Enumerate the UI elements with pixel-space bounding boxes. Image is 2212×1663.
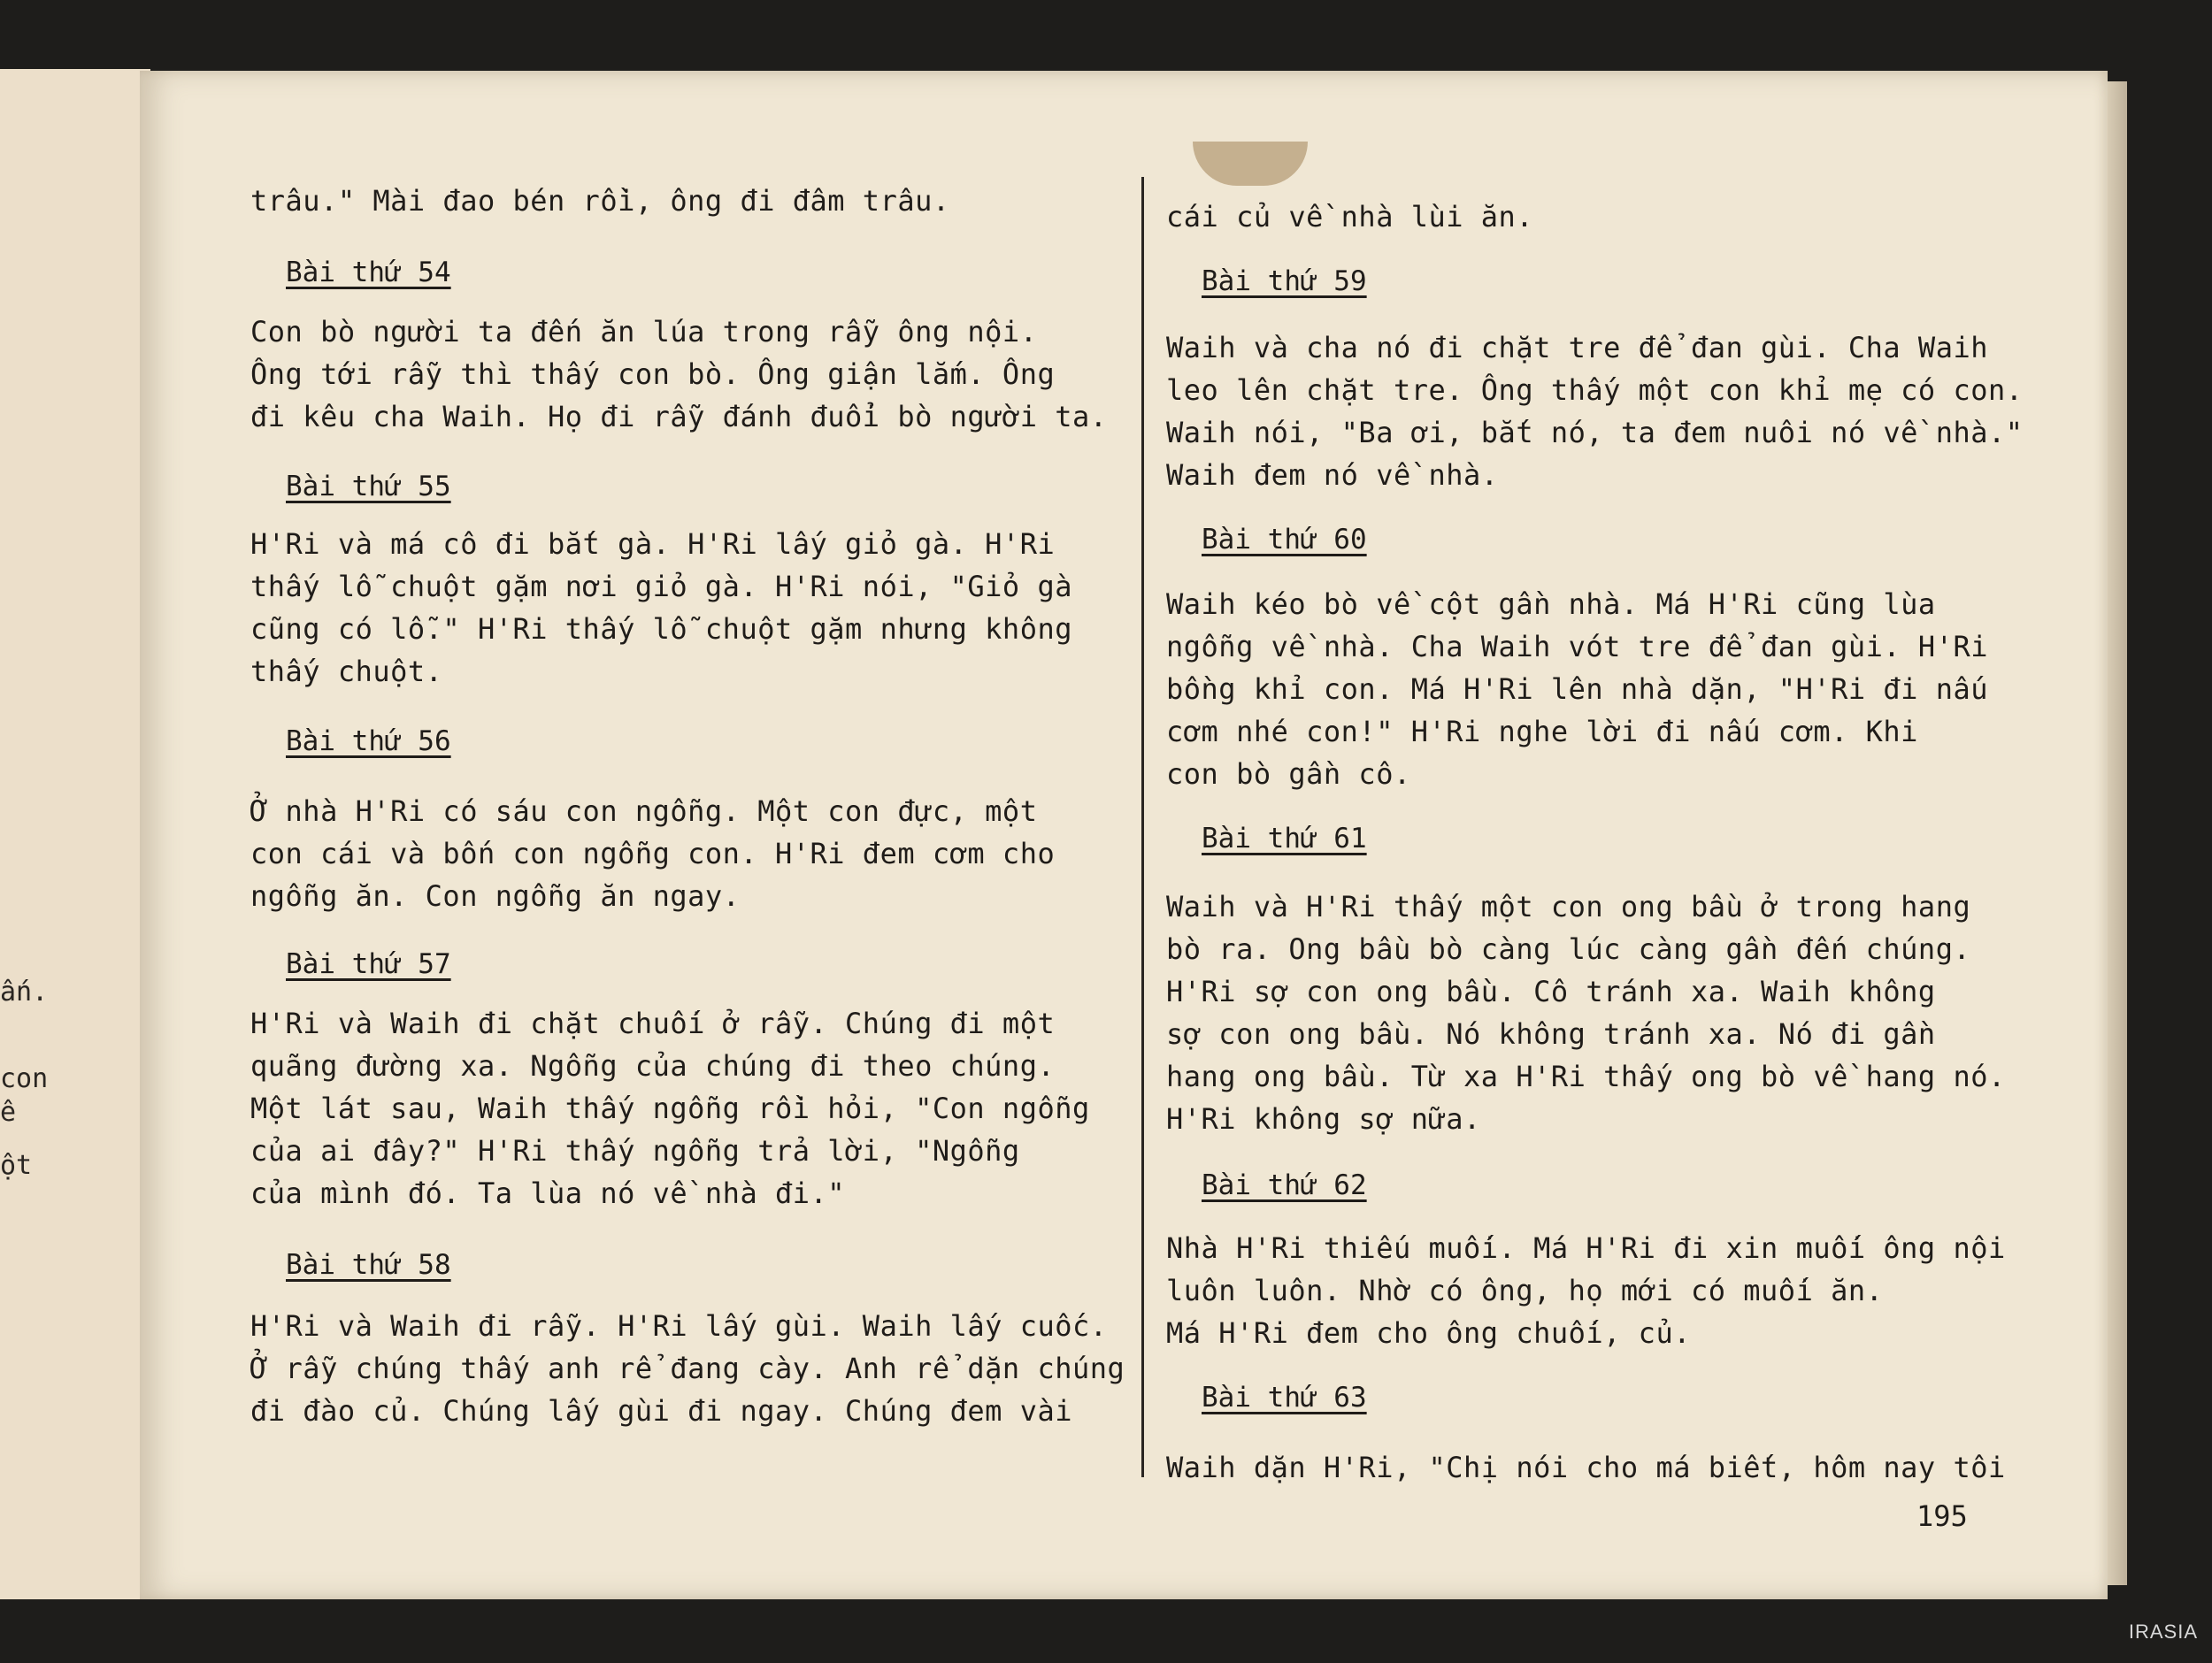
lesson-heading: Bài thứ 58	[286, 1249, 451, 1281]
text-line: Một lát sau, Waih thấy ngỗng rồi hỏi, "Con ngỗng	[250, 1092, 1090, 1125]
text-line: trâu." Mài đao bén rồi, ông đi đâm trâu.	[250, 184, 950, 218]
text-line: ngỗng ăn. Con ngỗng ăn ngay.	[250, 879, 741, 913]
text-line: quãng đường xa. Ngỗng của chúng đi theo chúng.	[250, 1049, 1056, 1083]
lesson-heading: Bài thứ 55	[286, 471, 451, 502]
text-line: con bò gần cô.	[1166, 757, 1411, 791]
text-line: H'Ri và má cô đi bắt gà. H'Ri lấy giỏ gà. H'Ri	[250, 527, 1056, 561]
lesson-heading: Bài thứ 57	[286, 948, 451, 980]
text-line: H'Ri và Waih đi chặt chuối ở rẫy. Chúng đi một	[250, 1007, 1056, 1040]
text-line: H'Ri sợ con ong bầu. Cô tránh xa. Waih không	[1166, 975, 1936, 1008]
left-page-edge	[0, 69, 150, 1599]
text-line: con cái và bốn con ngỗng con. H'Ri đem cơm cho	[250, 837, 1056, 870]
lesson-heading: Bài thứ 59	[1202, 265, 1367, 297]
left-page-fragment: con	[0, 1063, 49, 1094]
text-line: H'Ri và Waih đi rẫy. H'Ri lấy gùi. Waih lấy cuốc.	[250, 1309, 1108, 1343]
text-line: cơm nhé con!" H'Ri nghe lời đi nấu cơm. Khi	[1166, 715, 1918, 748]
text-line: hang ong bầu. Từ xa H'Ri thấy ong bò về hang nó.	[1166, 1060, 2006, 1093]
text-line: luôn luôn. Nhờ có ông, họ mới có muối ăn.	[1166, 1274, 1884, 1307]
page-edge	[2108, 81, 2127, 1585]
lesson-heading: Bài thứ 63	[1202, 1382, 1367, 1414]
left-page-fragment: ột	[0, 1150, 33, 1181]
page-number: 195	[1916, 1499, 1968, 1533]
text-line: cái củ về nhà lùi ăn.	[1166, 200, 1534, 234]
text-line: Con bò người ta đến ăn lúa trong rẫy ông nội.	[250, 315, 1038, 349]
left-page-fragment: ấn.	[0, 977, 49, 1008]
left-page-fragment: ê	[0, 1097, 17, 1128]
text-line: đi đào củ. Chúng lấy gùi đi ngay. Chúng đem vài	[250, 1394, 1072, 1428]
text-line: Má H'Ri đem cho ông chuối, củ.	[1166, 1316, 1691, 1350]
column-divider	[1141, 177, 1144, 1477]
text-line: Waih kéo bò về cột gần nhà. Má H'Ri cũng lùa	[1166, 587, 1936, 621]
text-line: của ai đây?" H'Ri thấy ngỗng trả lời, "Ngỗng	[250, 1134, 1020, 1168]
text-line: bò ra. Ong bầu bò càng lúc càng gần đến chúng.	[1166, 932, 1971, 966]
text-line: H'Ri không sợ nữa.	[1166, 1102, 1481, 1136]
watermark: IRASIA	[2128, 1621, 2198, 1643]
lesson-heading: Bài thứ 54	[286, 257, 451, 288]
text-line: thấy chuột.	[250, 655, 443, 688]
text-line: thấy lỗ chuột gặm nơi giỏ gà. H'Ri nói, "Giỏ gà	[250, 570, 1072, 603]
text-line: bồng khỉ con. Má H'Ri lên nhà dặn, "H'Ri đi nấu	[1166, 672, 1988, 706]
text-line: Ở rẫy chúng thấy anh rể đang cày. Anh rể dặn chúng	[250, 1352, 1125, 1385]
text-line: Waih nói, "Ba ơi, bắt nó, ta đem nuôi nó về nhà."	[1166, 416, 2024, 449]
text-line: ngỗng về nhà. Cha Waih vót tre để đan gùi. H'Ri	[1166, 630, 1988, 663]
text-line: Waih dặn H'Ri, "Chị nói cho má biết, hôm nay tôi	[1166, 1451, 2006, 1484]
lesson-heading: Bài thứ 62	[1202, 1169, 1367, 1201]
lesson-heading: Bài thứ 56	[286, 725, 451, 757]
text-line: sợ con ong bầu. Nó không tránh xa. Nó đi gần	[1166, 1017, 1936, 1051]
text-line: đi kêu cha Waih. Họ đi rẫy đánh đuổi bò người ta.	[250, 400, 1108, 433]
text-line: leo lên chặt tre. Ông thấy một con khỉ mẹ có con.	[1166, 373, 2024, 407]
text-line: Waih đem nó về nhà.	[1166, 458, 1499, 492]
text-line: cũng có lỗ." H'Ri thấy lỗ chuột gặm nhưng không	[250, 612, 1072, 646]
text-line: Ông tới rẫy thì thấy con bò. Ông giận lắm. Ông	[250, 357, 1056, 391]
lesson-heading: Bài thứ 61	[1202, 823, 1367, 854]
text-line: Nhà H'Ri thiếu muối. Má H'Ri đi xin muối ông nội	[1166, 1231, 2006, 1265]
right-text-column	[1166, 0, 2060, 1557]
lesson-heading: Bài thứ 60	[1202, 524, 1367, 556]
text-line: Waih và H'Ri thấy một con ong bầu ở trong hang	[1166, 890, 1971, 923]
text-line: của mình đó. Ta lùa nó về nhà đi."	[250, 1176, 846, 1210]
text-line: Waih và cha nó đi chặt tre để đan gùi. Cha Waih	[1166, 331, 1988, 364]
text-line: Ở nhà H'Ri có sáu con ngỗng. Một con đực, một	[250, 794, 1038, 828]
left-text-column	[250, 0, 1135, 1557]
